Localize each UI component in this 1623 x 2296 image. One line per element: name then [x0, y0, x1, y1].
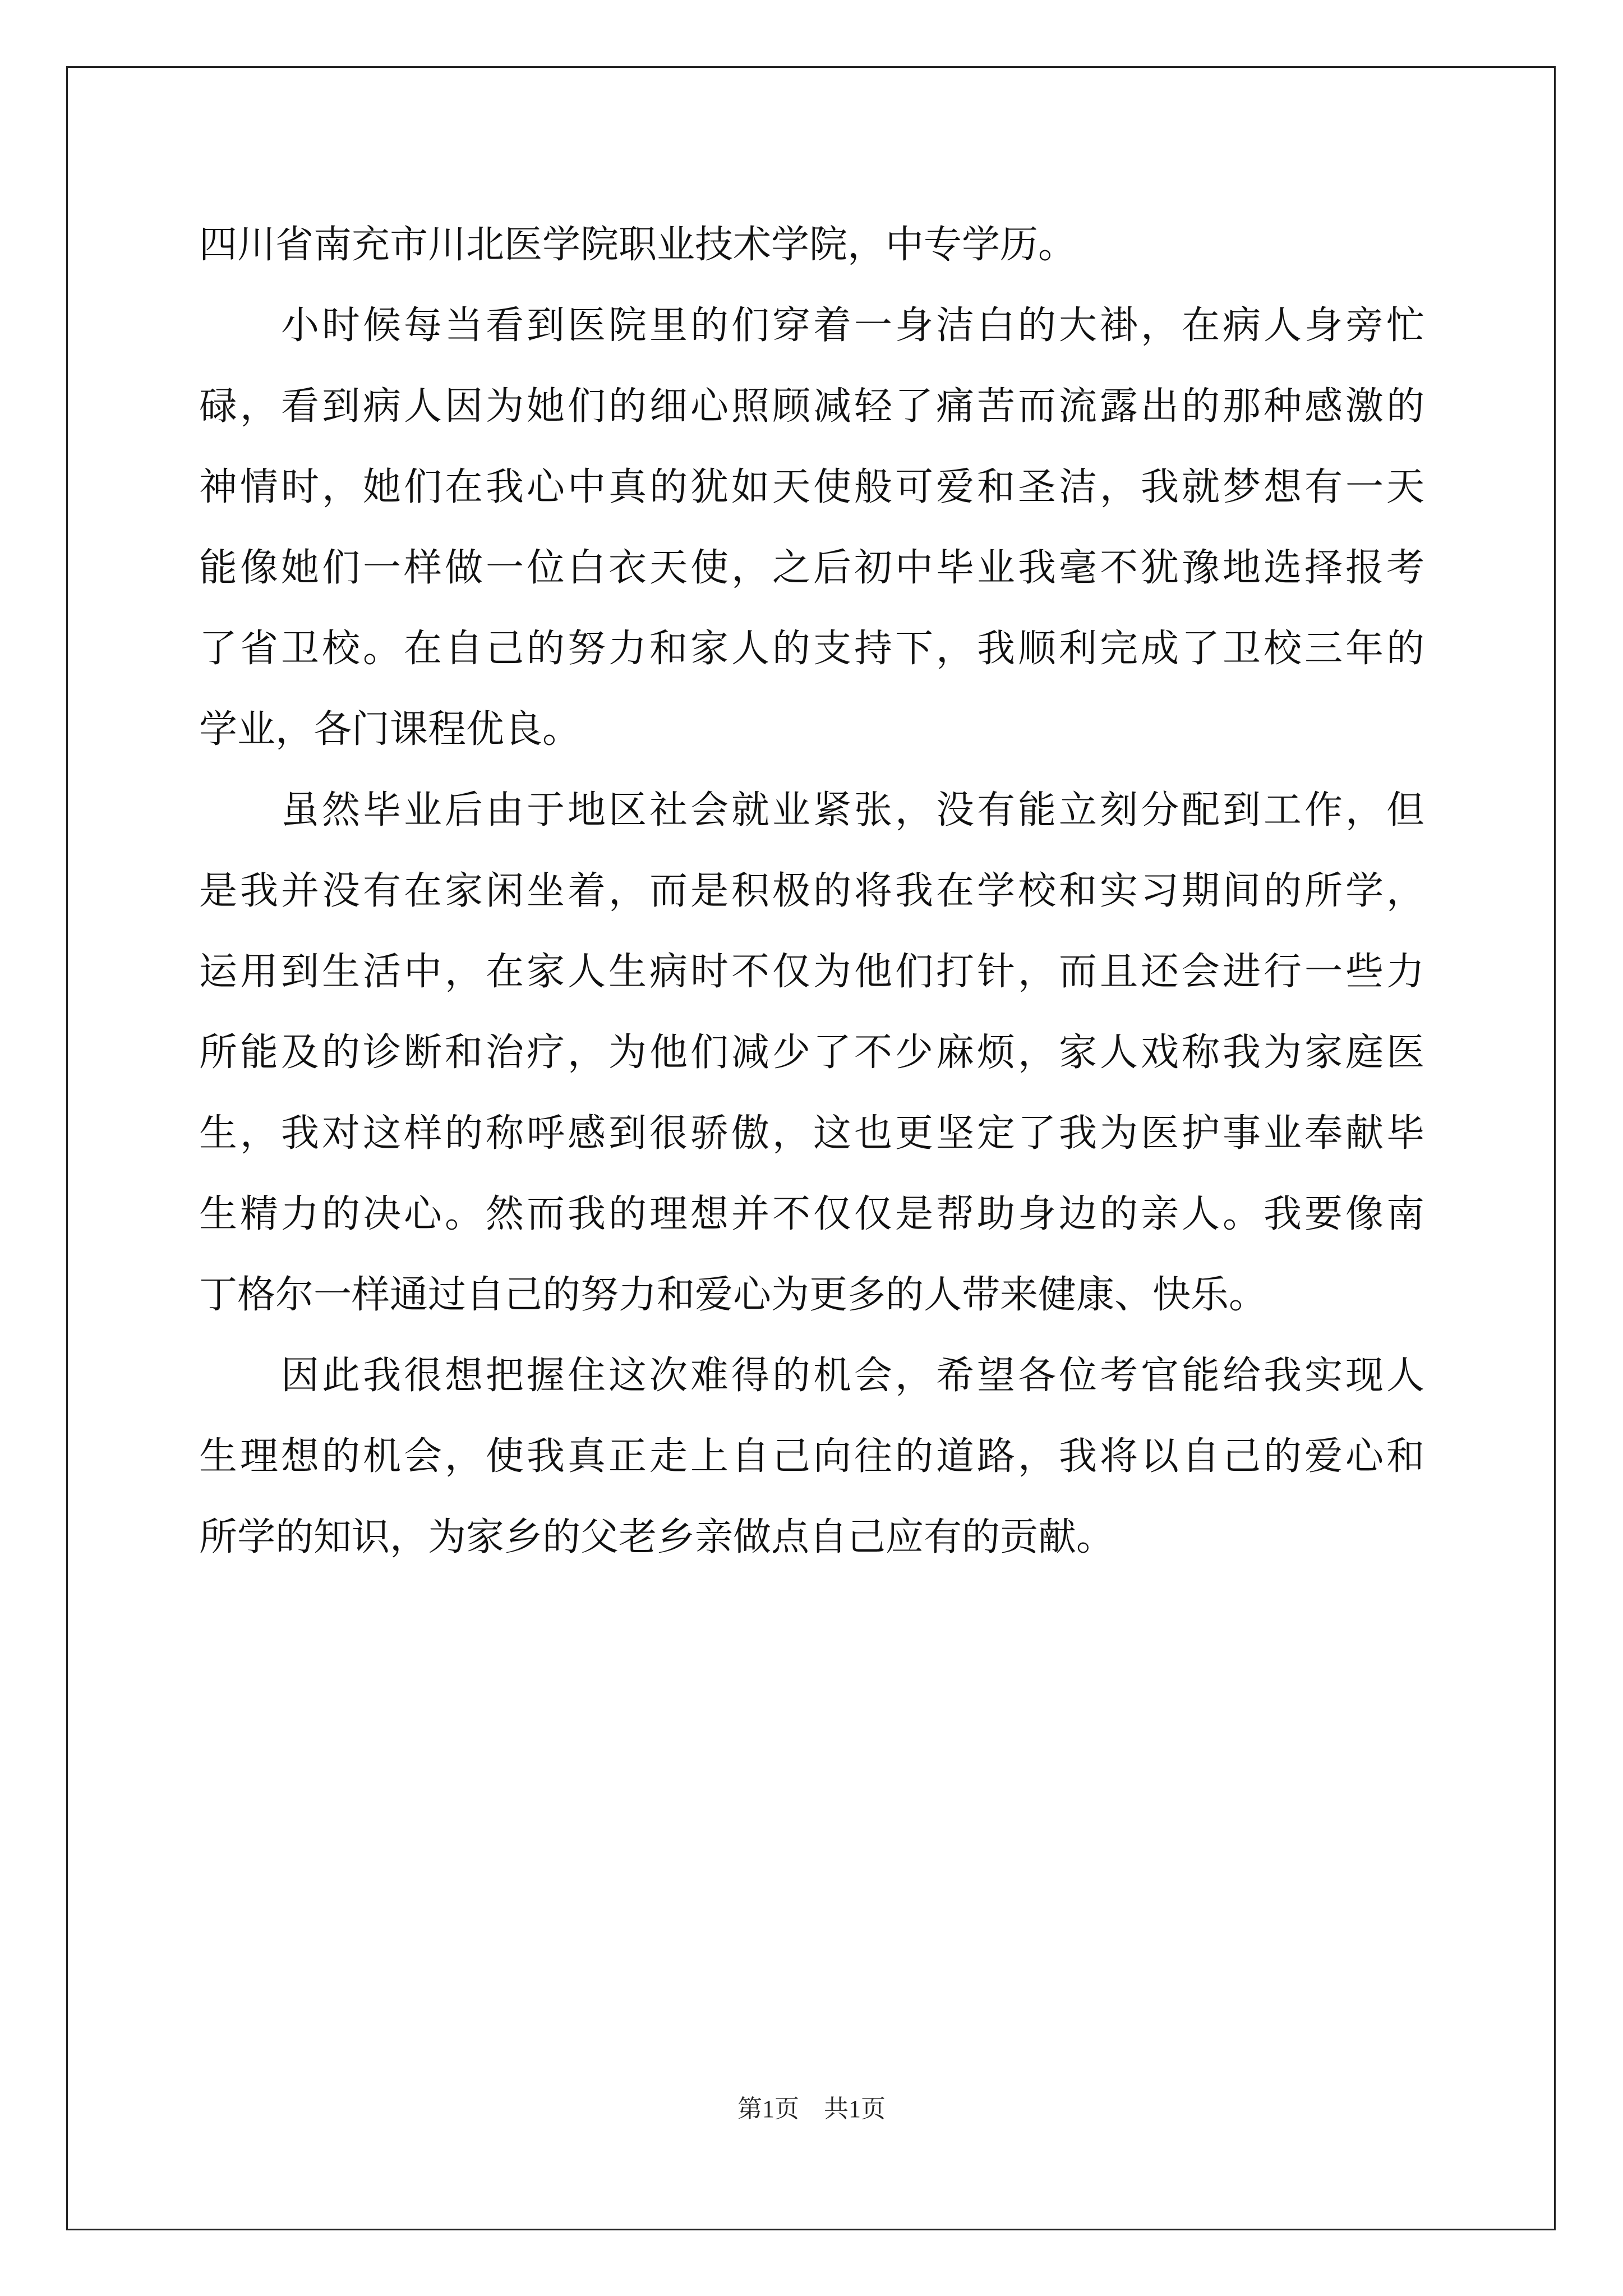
page-number-current: 第1页 [737, 2095, 799, 2123]
page-footer [0, 2092, 1623, 2126]
text-line: 丁格尔一样通过自己的努力和爱心为更多的人带来健康、快乐。 [199, 1273, 1267, 1317]
text-line: 是我并没有在家闲坐着，而是积极的将我在学校和实习期间的所学， [199, 869, 1424, 913]
text-line: 生理想的机会，使我真正走上自己向往的道路，我将以自己的爱心和 [199, 1434, 1424, 1479]
text-line: 神情时，她们在我心中真的犹如天使般可爱和圣洁，我就梦想有一天 [199, 465, 1424, 509]
text-line: 生精力的决心。然而我的理想并不仅仅是帮助身边的亲人。我要像南 [199, 1192, 1424, 1236]
document-body [199, 205, 1424, 1578]
text-line: 运用到生活中，在家人生病时不仅为他们打针，而且还会进行一些力 [199, 950, 1424, 994]
text-line: 碌，看到病人因为她们的细心照顾减轻了痛苦而流露出的那种感激的 [199, 384, 1424, 429]
text-line: 生，我对这样的称呼感到很骄傲，这也更坚定了我为医护事业奉献毕 [199, 1111, 1424, 1156]
text-line: 了省卫校。在自己的努力和家人的支持下，我顺利完成了卫校三年的 [199, 627, 1424, 671]
text-line: 能像她们一样做一位白衣天使，之后初中毕业我毫不犹豫地选择报考 [199, 546, 1424, 590]
paragraph-start-line: 因此我很想把握住这次难得的机会，希望各位考官能给我实现人 [281, 1354, 1424, 1398]
paragraph-start-line: 虽然毕业后由于地区社会就业紧张，没有能立刻分配到工作，但 [281, 788, 1424, 832]
text-line: 所学的知识，为家乡的父老乡亲做点自己应有的贡献。 [199, 1515, 1115, 1559]
text-line: 学业，各门课程优良。 [199, 707, 581, 752]
text-line: 四川省南充市川北医学院职业技术学院，中专学历。 [199, 223, 1077, 267]
page-number-total: 共1页 [824, 2095, 886, 2123]
paragraph-start-line: 小时候每当看到医院里的们穿着一身洁白的大褂，在病人身旁忙 [281, 303, 1424, 348]
text-line: 所能及的诊断和治疗，为他们减少了不少麻烦，家人戏称我为家庭医 [199, 1030, 1424, 1075]
